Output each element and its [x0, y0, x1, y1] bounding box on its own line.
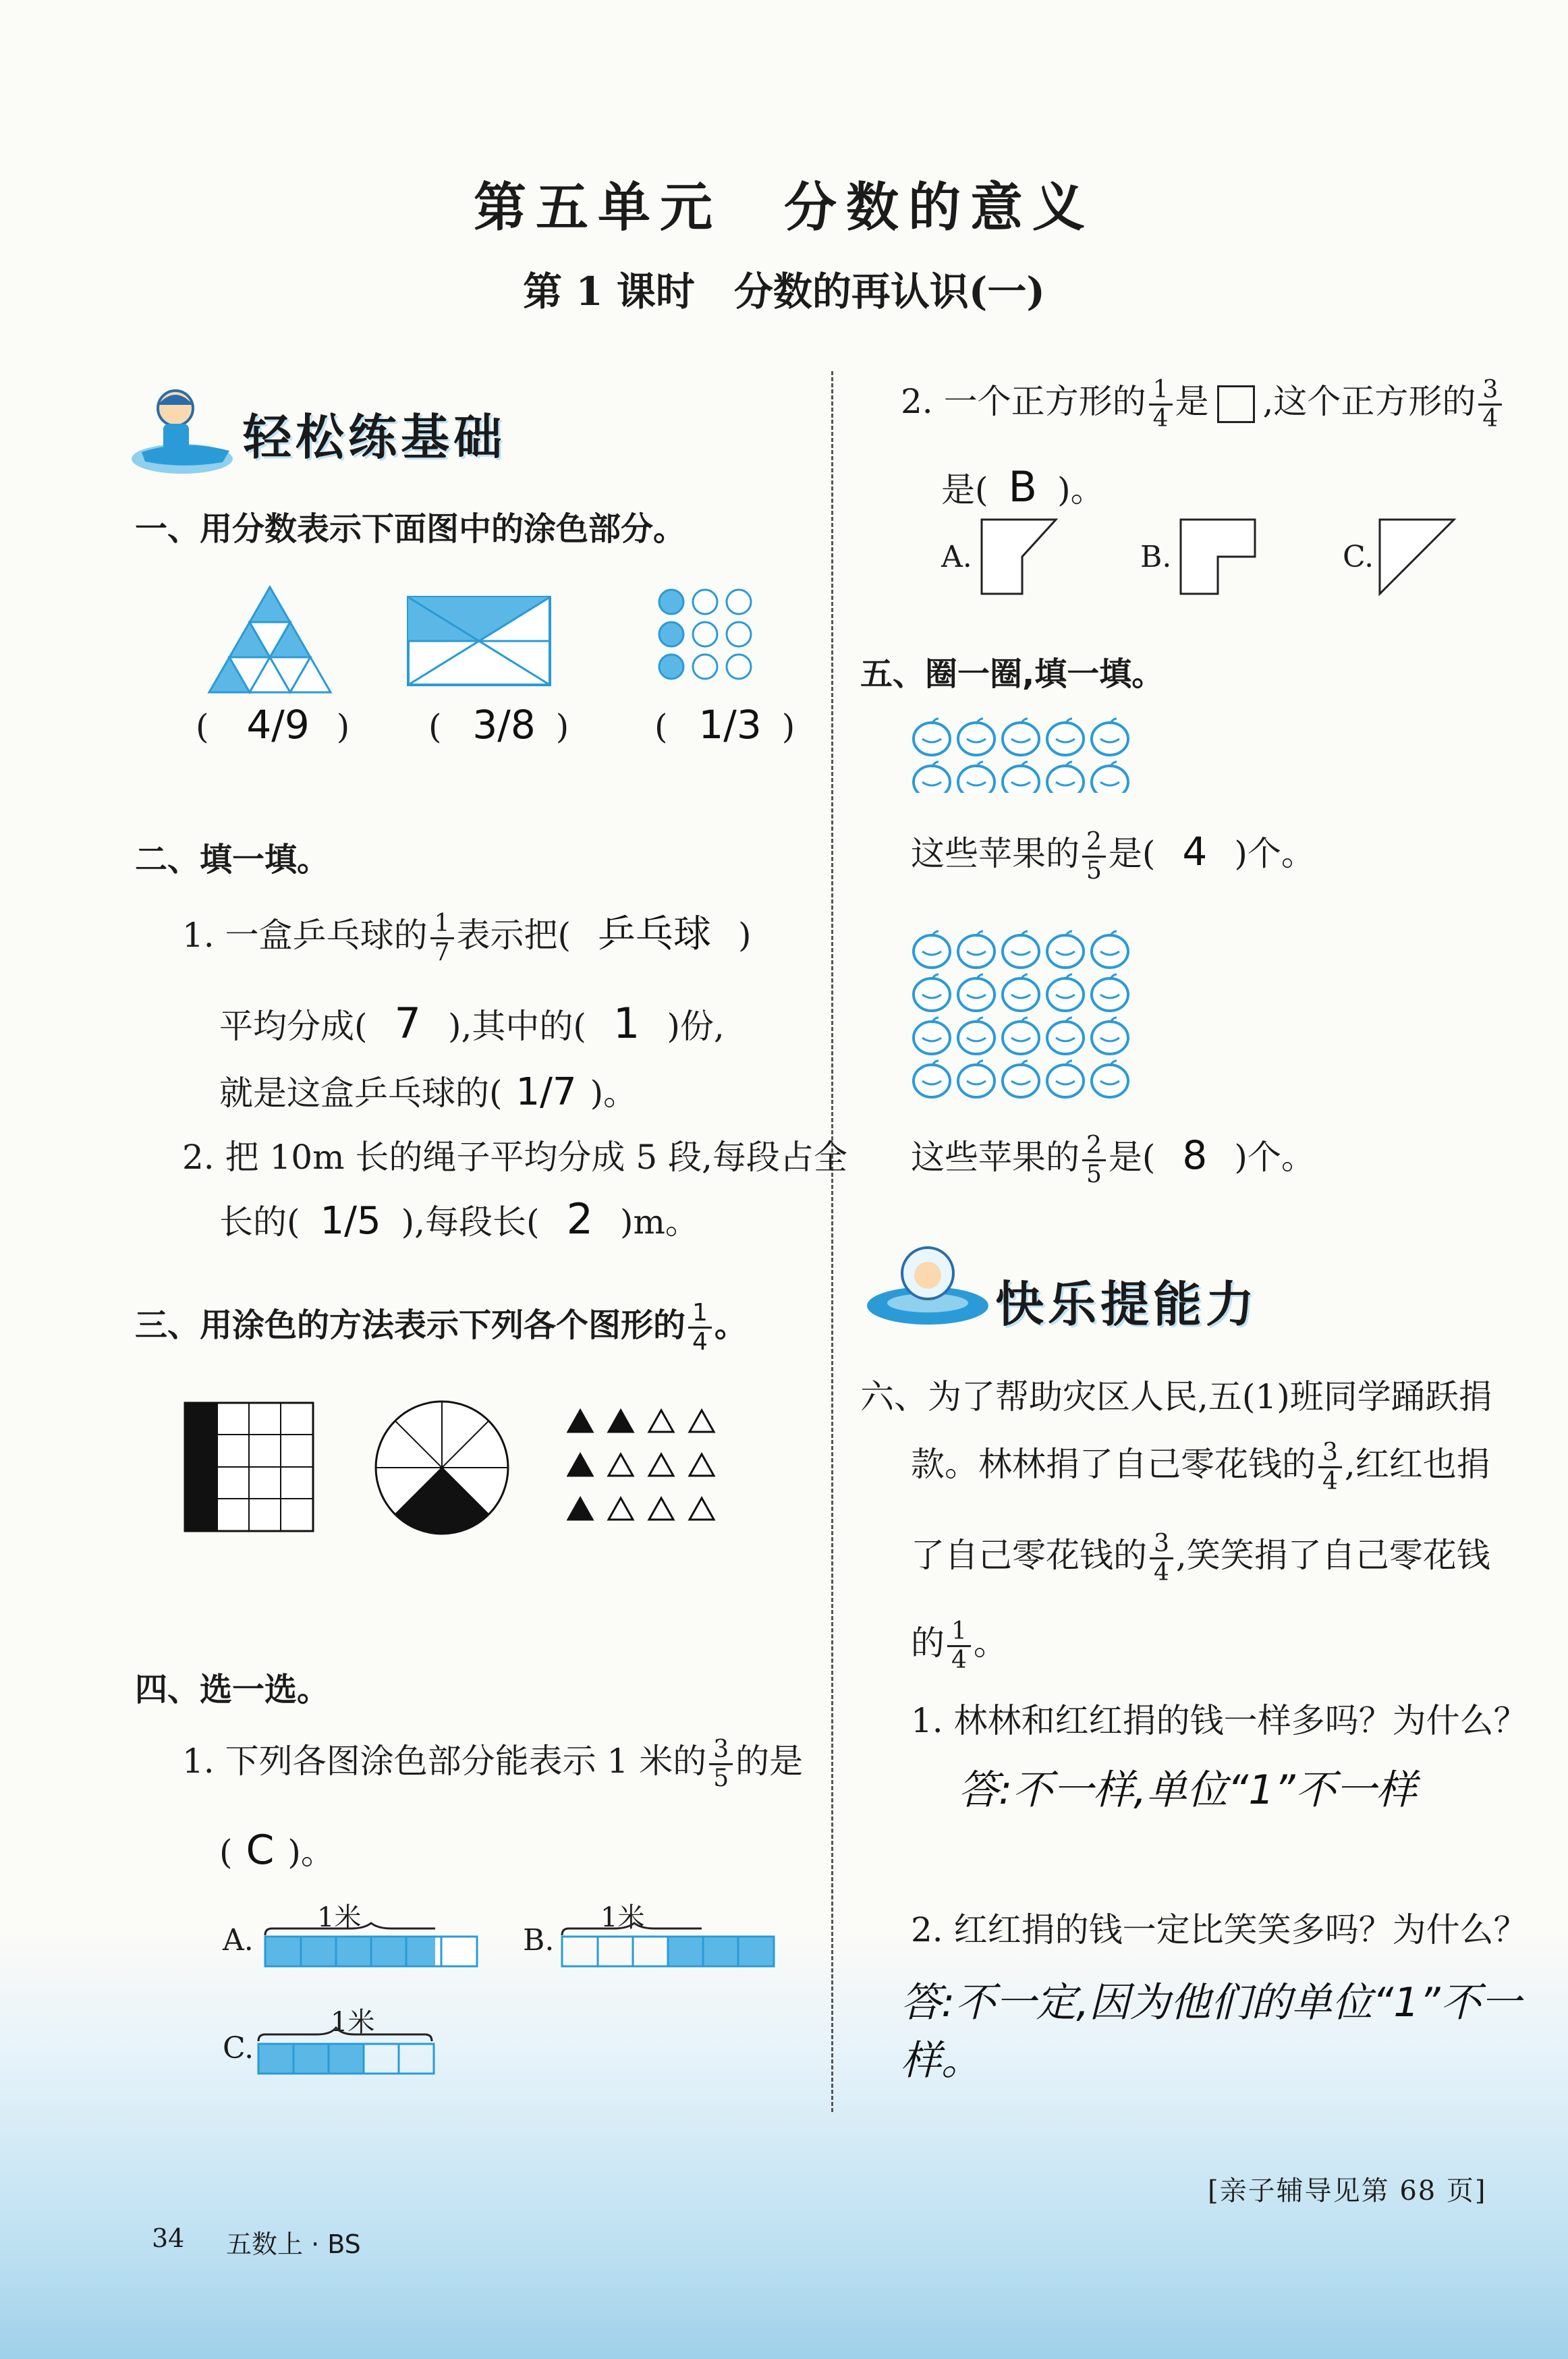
apple-icon	[958, 1018, 995, 1054]
square-box-icon	[1217, 385, 1255, 423]
text: )个。	[1234, 834, 1315, 873]
section-title-ability: 快乐提能力	[995, 1276, 1259, 1333]
apple-icon	[958, 974, 995, 1011]
text: ,这个正方形的	[1262, 382, 1476, 421]
apple-icon	[958, 931, 995, 968]
q2-item2-line2	[219, 1194, 699, 1244]
numerator: 3	[1478, 378, 1502, 406]
q2-item2-answer2: 2	[566, 1194, 594, 1244]
text: 平均分成(	[219, 1007, 368, 1046]
meter-label: 1米	[317, 1902, 362, 1933]
q4-item1-answer: C	[246, 1827, 275, 1874]
numerator: 2	[1082, 830, 1106, 858]
q2-item1-text-c: )	[738, 916, 752, 955]
denominator: 4	[951, 1646, 967, 1674]
denominator: 7	[434, 938, 450, 966]
q4-item1-fraction	[709, 1735, 733, 1792]
text: )。	[1057, 470, 1104, 509]
text: 这些苹果的	[911, 1138, 1080, 1177]
text: 长的(	[219, 1202, 300, 1242]
text: )份,	[667, 1007, 725, 1046]
astronaut-ufo-icon	[860, 1238, 995, 1339]
text: ,笑笑捐了自己零花钱	[1175, 1536, 1490, 1575]
denominator: 5	[1086, 856, 1102, 885]
apple-icon	[914, 719, 950, 755]
q6-fraction2	[1150, 1529, 1173, 1586]
q5-fraction2	[1082, 1131, 1106, 1188]
apple-icon	[1092, 762, 1128, 793]
q2-item1-fraction	[430, 909, 454, 966]
option-label-a: A.	[223, 1923, 254, 1958]
apple-icon	[1092, 931, 1128, 968]
numerator: 1	[947, 1619, 971, 1647]
apple-icon	[958, 1061, 995, 1097]
text: )。	[287, 1833, 335, 1872]
text: 是	[1175, 382, 1209, 421]
apple-icon	[1092, 1018, 1128, 1054]
guide-reference: [亲子辅导见第 68 页]	[1208, 2175, 1487, 2207]
apple-icon	[1092, 1061, 1128, 1097]
option-label-b: B.	[523, 1923, 555, 1958]
apple-icon	[1047, 1061, 1084, 1097]
text: 1. 下列各图涂色部分能表示 1 米的	[182, 1742, 707, 1781]
text: 的是	[735, 1742, 804, 1781]
q6-sub2-answer: 答:不一定,因为他们的单位“1”不一样。	[901, 1979, 1521, 2084]
apple-icon	[1003, 931, 1039, 968]
apple-icon	[914, 1061, 950, 1097]
q4-title: 四、选一选。	[135, 1671, 330, 1709]
q6-line3	[911, 1528, 1490, 1585]
q2-title: 二、填一填。	[135, 841, 330, 879]
q3-triangles-figure	[567, 1404, 729, 1538]
text: 。	[973, 1623, 1007, 1663]
text: ,红红也捐	[1344, 1445, 1490, 1484]
numerator: 1	[688, 1301, 712, 1329]
meter-label: 1米	[331, 2007, 375, 2038]
q4-item1-line1	[182, 1734, 803, 1791]
q4-shape-a	[978, 516, 1066, 597]
section-title-basic: 轻松练基础	[243, 409, 507, 466]
q4-shape-b	[1177, 516, 1265, 597]
apple-icon	[1047, 1018, 1084, 1054]
q6-sub1-answer: 答:不一样,单位“1”不一样	[958, 1767, 1417, 1814]
q2-item1-text-b: 表示把(	[456, 916, 571, 955]
q4-item2-answer: B	[1008, 462, 1038, 511]
q5-answer2: 8	[1182, 1132, 1208, 1178]
q1-answer-3-value: 1/3	[698, 702, 762, 748]
apple-icon	[914, 931, 950, 968]
text: 是(	[1108, 1138, 1156, 1177]
q5-sentence1	[911, 827, 1315, 883]
apple-icon	[1047, 974, 1084, 1011]
text: 款。林林捐了自己零花钱的	[911, 1445, 1316, 1484]
q5-title: 五、圈一圈,填一填。	[860, 655, 1165, 693]
option-label-c: C.	[223, 2031, 254, 2065]
bar-a	[263, 1922, 479, 1969]
q4-item2-fraction2	[1478, 375, 1502, 433]
bar-b	[560, 1922, 776, 1969]
denominator: 5	[713, 1764, 729, 1792]
denominator: 5	[1086, 1160, 1102, 1188]
meter-label: 1米	[600, 1902, 645, 1933]
page-number: 34	[152, 2223, 185, 2253]
text: )个。	[1234, 1138, 1315, 1177]
q1-answer-3: ( 1/3 )	[654, 702, 795, 748]
apple-icon	[1047, 762, 1084, 793]
q2-item1-answer4: 1/7	[515, 1070, 577, 1114]
q6-line1: 六、为了帮助灾区人民,五(1)班同学踊跃捐	[860, 1377, 1492, 1416]
apple-icon	[914, 762, 950, 793]
q4-option-c	[223, 2001, 452, 2082]
q4-item2-line1	[901, 374, 1505, 431]
apple-icon	[1003, 1061, 1039, 1097]
q2-item1-answer2: 7	[394, 999, 421, 1048]
apple-icon	[914, 1018, 950, 1054]
section-header-ability	[860, 1238, 1299, 1339]
q2-item2-answer1: 1/5	[320, 1199, 381, 1243]
q2-item2-line1: 2. 把 10m 长的绳子平均分成 5 段,每段占全	[182, 1138, 847, 1177]
text: 是(	[1108, 834, 1156, 873]
q1-triangle-figure	[196, 580, 344, 709]
apple-icon	[1003, 974, 1039, 1011]
q5-apples-group2	[907, 924, 1137, 1100]
q2-item1-line2	[219, 999, 725, 1048]
q2-item1-answer3: 1	[613, 999, 640, 1048]
text: 就是这盒乒乓球的(	[219, 1074, 503, 1113]
q5-fraction1	[1082, 827, 1106, 885]
q4-shape-c	[1376, 516, 1464, 597]
q1-circles-figure	[654, 587, 762, 682]
q5-apples-group1	[907, 712, 1137, 793]
q3-fraction	[688, 1298, 712, 1356]
q4-item2-fraction1	[1149, 375, 1173, 433]
apple-icon	[1047, 719, 1084, 755]
q1-rectangle-figure	[405, 594, 553, 688]
q4-item2-shape-label-c: C.	[1343, 540, 1374, 574]
lesson-title: 第 1 课时 分数的再认识(一)	[523, 269, 1045, 314]
section-header-basic	[128, 378, 533, 479]
numerator: 1	[1149, 378, 1173, 406]
text: ),每段长(	[401, 1202, 540, 1242]
apple-icon	[958, 762, 995, 793]
q4-option-b	[523, 1896, 779, 1977]
text: 这些苹果的	[911, 834, 1080, 873]
apple-icon	[1003, 1018, 1039, 1054]
q6-sub1-question: 1. 林林和红红捐的钱一样多吗？为什么？	[911, 1701, 1528, 1740]
text: 的	[911, 1623, 945, 1663]
q5-answer1: 4	[1182, 829, 1208, 875]
text: ),其中的(	[447, 1007, 586, 1046]
text: (	[219, 1833, 233, 1872]
text: 了自己零花钱的	[911, 1536, 1147, 1575]
numerator: 3	[1318, 1441, 1342, 1468]
apple-icon	[914, 974, 950, 1011]
denominator: 4	[1154, 1558, 1169, 1586]
q5-sentence2	[911, 1130, 1315, 1187]
q4-item2-shape-label-b: B.	[1140, 540, 1172, 574]
q1-answer-2-value: 3/8	[472, 702, 536, 748]
apple-icon	[1003, 719, 1039, 755]
q4-item2-line2	[941, 462, 1104, 511]
text: )。	[590, 1074, 638, 1113]
q6-fraction1	[1318, 1438, 1342, 1495]
q1-answer-2: ( 3/8 )	[428, 702, 569, 748]
q4-item2-shape-label-a: A.	[941, 540, 972, 574]
q4-item1-line2	[219, 1825, 335, 1874]
numerator: 1	[430, 912, 454, 939]
numerator: 3	[709, 1738, 733, 1765]
text: 。	[714, 1306, 747, 1344]
apple-icon	[1092, 719, 1128, 755]
apple-icon	[1003, 762, 1039, 793]
q3-circle-figure	[371, 1397, 513, 1538]
denominator: 4	[692, 1327, 708, 1356]
column-divider	[831, 371, 833, 2112]
jetski-boy-icon	[128, 378, 236, 479]
q3-title	[135, 1299, 747, 1354]
q6-line4	[911, 1616, 1007, 1673]
q6-sub2-question: 2. 红红捐的钱一定比笑笑多吗？为什么？	[911, 1910, 1528, 1949]
q1-title: 一、用分数表示下面图中的涂色部分。	[135, 510, 686, 548]
unit-title: 第五单元 分数的意义	[473, 177, 1094, 238]
book-label: 五数上 · BS	[226, 2229, 361, 2259]
apple-icon	[1092, 974, 1128, 1011]
q4-option-a	[223, 1896, 479, 1977]
q2-item1-line1	[182, 904, 752, 965]
text: 三、用涂色的方法表示下列各个图形的	[135, 1306, 686, 1344]
text: 2. 一个正方形的	[901, 382, 1146, 421]
q2-item1-text-a: 1. 一盒乒乓球的	[182, 916, 428, 955]
q3-grid-figure	[182, 1400, 317, 1535]
apple-icon	[1047, 931, 1084, 968]
q6-line2	[911, 1437, 1490, 1494]
denominator: 4	[1152, 404, 1169, 433]
denominator: 4	[1482, 404, 1499, 433]
q2-item1-answer1: 乒乓球	[598, 912, 712, 956]
apple-icon	[958, 719, 995, 755]
q6-fraction3	[947, 1619, 971, 1673]
text: 是(	[941, 470, 988, 509]
q1-answer-1: ( 4/9 )	[196, 702, 350, 748]
numerator: 2	[1082, 1134, 1106, 1161]
denominator: 4	[1322, 1467, 1338, 1495]
q2-item1-line3	[219, 1066, 637, 1115]
q1-answer-1-value: 4/9	[246, 702, 310, 748]
numerator: 3	[1150, 1532, 1173, 1559]
bar-c	[256, 2026, 439, 2077]
text: )m。	[620, 1202, 699, 1242]
